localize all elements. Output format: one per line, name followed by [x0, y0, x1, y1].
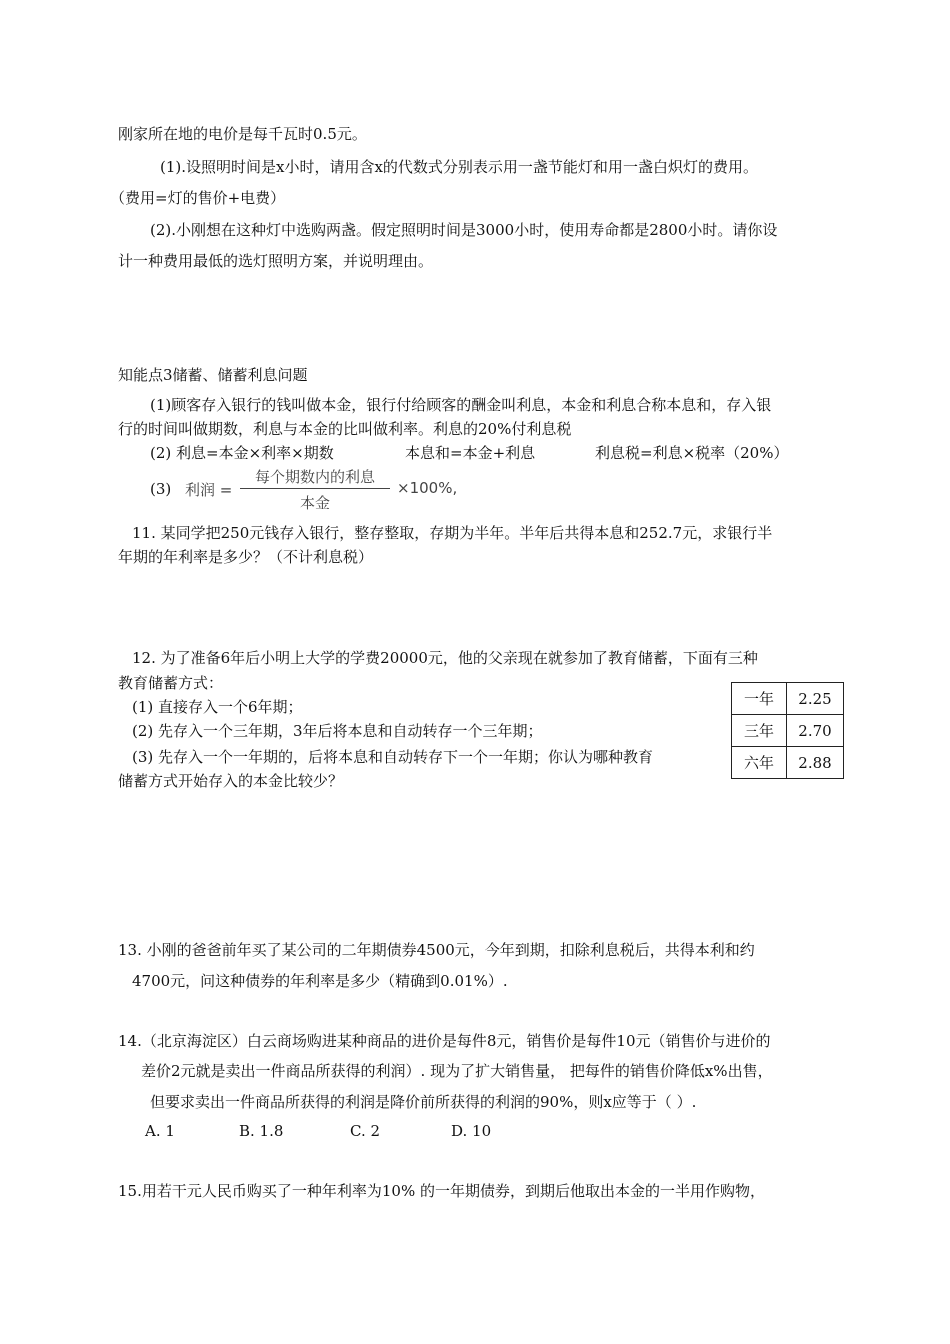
text-line: 教育储蓄方式：: [118, 674, 224, 692]
profit-formula: [185, 466, 485, 514]
fraction-bar: [240, 488, 390, 489]
text-line: (2) 利息=本金×利率×期数: [150, 444, 334, 462]
formula-numerator: 每个期数内的利息: [254, 468, 375, 486]
question-11: 11. 某同学把250元钱存入银行，整存整取，存期为半年。半年后共得本息和252.7元，求银行半: [132, 524, 773, 542]
interest-rate-table: [731, 682, 844, 779]
section-heading: 知能点3储蓄、储蓄利息问题: [118, 366, 308, 384]
text-line: 4700元，问这种债券的年利率是多少（精确到0.01%）.: [132, 972, 508, 990]
text-line: 本息和=本金+利息: [405, 444, 536, 462]
option-b: B. 1.8: [239, 1122, 284, 1140]
term-cell: 六年: [732, 747, 787, 779]
option-d: D. 10: [451, 1122, 492, 1140]
text-line: 刚家所在地的电价是每千瓦时0.5元。: [118, 125, 367, 143]
term-cell: 三年: [732, 715, 787, 747]
table-row: [732, 715, 844, 747]
question-15: 15.用若干元人民币购买了一种年利率为10% 的一年期债券，到期后他取出本金的一半用作购物，: [118, 1182, 765, 1200]
rate-cell: 2.88: [787, 747, 844, 779]
table-row: [732, 683, 844, 715]
text-line: 年期的年利率是多少？（不计利息税）: [118, 548, 374, 566]
option-a: A. 1: [145, 1122, 175, 1140]
text-line: 行的时间叫做期数，利息与本金的比叫做利率。利息的20%付利息税: [118, 420, 572, 438]
text-line: 但要求卖出一件商品所获得的利润是降价前所获得的利润的90%，则x应等于（ ）.: [150, 1093, 697, 1111]
rate-cell: 2.70: [787, 715, 844, 747]
text-line: 储蓄方式开始存入的本金比较少？: [118, 772, 344, 790]
text-line: 利息税=利息×税率（20%）: [595, 444, 789, 462]
rate-cell: 2.25: [787, 683, 844, 715]
option-c: C. 2: [350, 1122, 381, 1140]
formula-denominator: 本金: [299, 494, 330, 512]
formula-lhs: 利润 =: [185, 481, 233, 499]
question-13: 13. 小刚的爸爸前年买了某公司的二年期债券4500元，今年到期，扣除利息税后，共得本利和约: [118, 941, 755, 959]
text-line: (2) 先存入一个三年期，3年后将本息和自动转存一个三年期；: [132, 722, 543, 740]
text-line: （费用=灯的售价+电费）: [110, 189, 286, 207]
table-row: [732, 747, 844, 779]
text-line: (3) 先存入一个一年期的，后将本息和自动转存下一个一年期；你认为哪种教育: [132, 748, 654, 766]
text-line: (1)顾客存入银行的钱叫做本金，银行付给顾客的酬金叫利息，本金和利息合称本息和，存入银: [150, 396, 772, 414]
text-line: (1).设照明时间是x小时，请用含x的代数式分别表示用一盏节能灯和用一盏白炽灯的费用。: [160, 158, 758, 176]
question-14: 14.（北京海淀区）白云商场购进某种商品的进价是每件8元，销售价是每件10元（销售价与进价的: [118, 1032, 771, 1050]
text-line: (2).小刚想在这种灯中选购两盏。假定照明时间是3000小时，使用寿命都是2800小时。请你设: [150, 221, 778, 239]
formula-label: (3): [150, 480, 172, 498]
question-12: 12. 为了准备6年后小明上大学的学费20000元，他的父亲现在就参加了教育储蓄，下面有三种: [132, 649, 758, 667]
term-cell: 一年: [732, 683, 787, 715]
text-line: 差价2元就是卖出一件商品所获得的利润）. 现为了扩大销售量， 把每件的销售价降低x%出售，: [141, 1062, 773, 1080]
text-line: (1) 直接存入一个6年期；: [132, 698, 303, 716]
text-line: 计一种费用最低的选灯照明方案，并说明理由。: [118, 252, 434, 270]
formula-rhs: ×100%,: [397, 479, 458, 497]
